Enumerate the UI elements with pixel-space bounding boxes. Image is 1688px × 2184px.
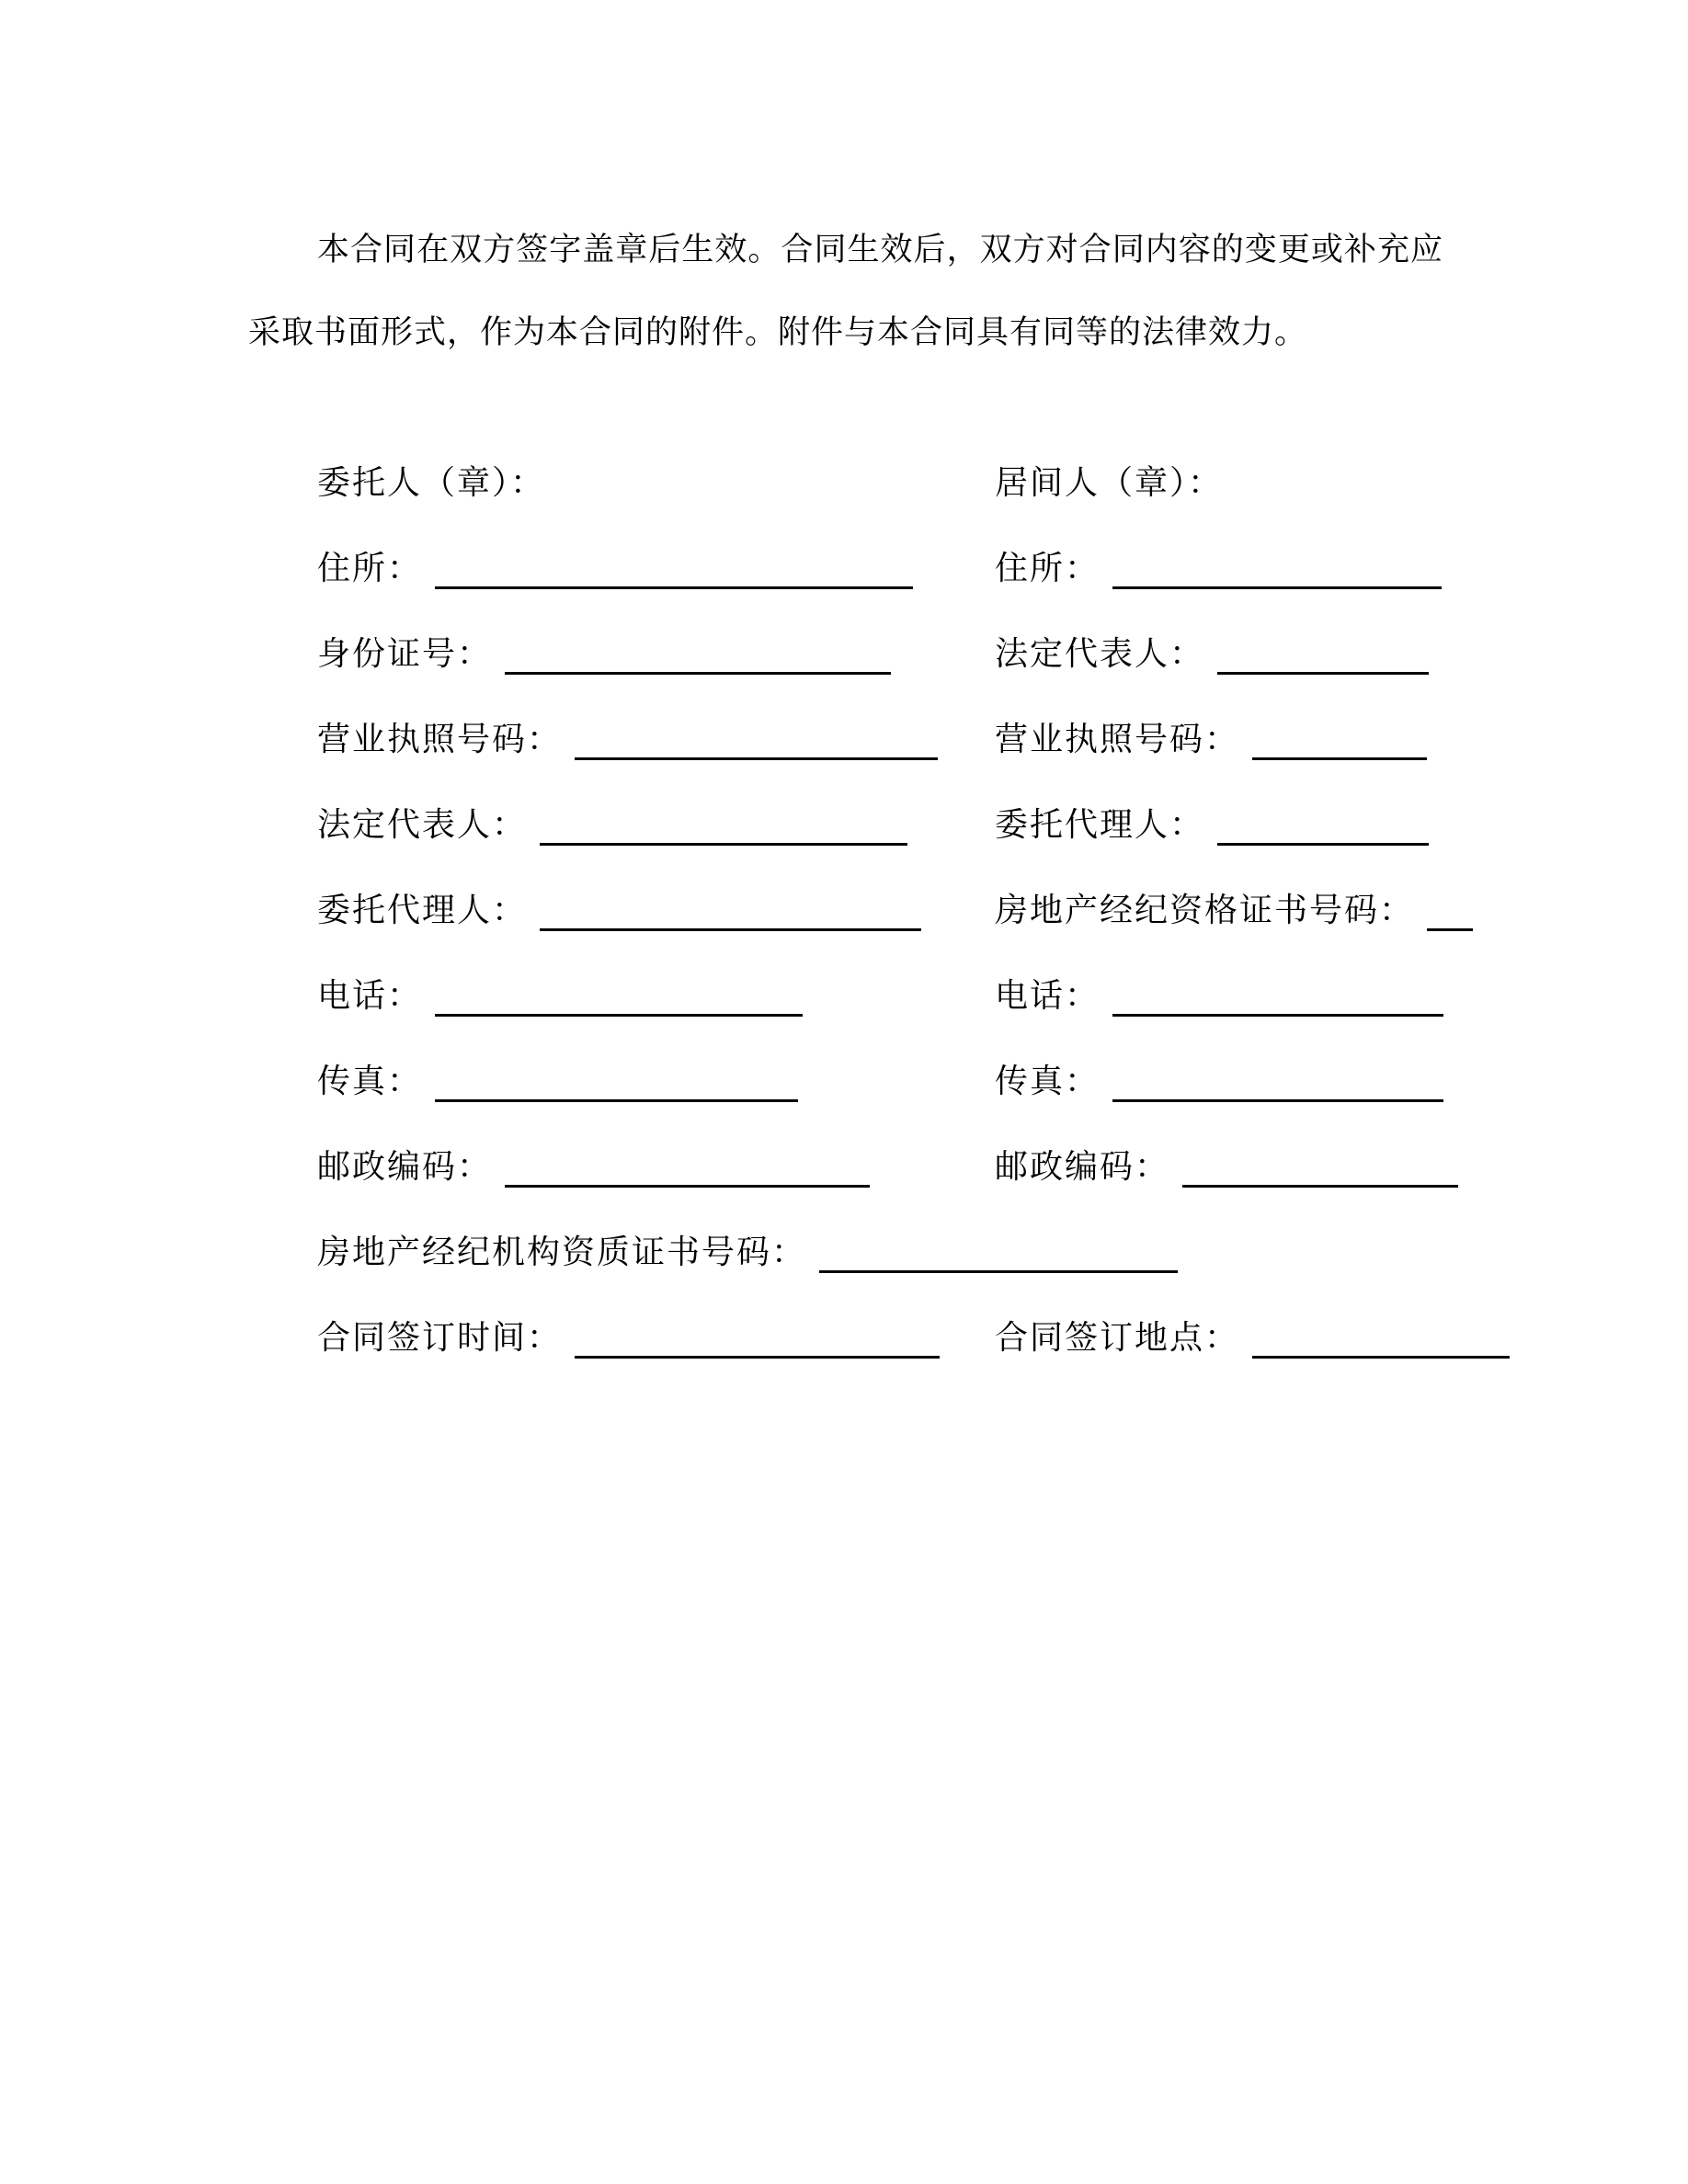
blank-broker-qualification-cert[interactable]: [1427, 888, 1473, 931]
fax-label-left: 传真：: [317, 1063, 423, 1099]
blank-legal-rep-right[interactable]: [1217, 631, 1429, 675]
principal-cell: [317, 1055, 995, 1102]
blank-address-right[interactable]: [1112, 546, 1442, 589]
agent-cell: [995, 457, 1457, 504]
fax-label-right: 传真：: [995, 1063, 1101, 1099]
principal-cell: [317, 628, 995, 675]
form-row-phone: [317, 931, 1457, 1017]
principal-cell: [317, 713, 995, 760]
signature-form: [317, 418, 1457, 1359]
blank-address-left[interactable]: [435, 546, 913, 589]
address-label-right: 住所：: [995, 550, 1101, 586]
form-row-agent-brokercert: [317, 846, 1457, 931]
principal-cell: [317, 542, 995, 589]
blank-phone-right[interactable]: [1112, 973, 1443, 1017]
blank-business-license-left[interactable]: [575, 717, 938, 760]
agent-cell: [995, 884, 1473, 931]
blank-signing-place[interactable]: [1252, 1315, 1510, 1359]
form-row-address: [317, 504, 1457, 589]
phone-label-right: 电话：: [995, 977, 1101, 1014]
blank-postal-code-right[interactable]: [1182, 1144, 1458, 1188]
agent-seal-label: 居间人（章）：: [995, 464, 1224, 501]
blank-id-number[interactable]: [505, 631, 891, 675]
agent-cell: [995, 628, 1457, 675]
blank-legal-rep-left[interactable]: [540, 802, 907, 846]
legal-rep-label-left: 法定代表人：: [317, 806, 528, 843]
agent-cell: [995, 799, 1457, 846]
postal-code-label-right: 邮政编码：: [995, 1148, 1170, 1185]
principal-cell: [317, 1141, 995, 1188]
agency-qualification-cert-label: 房地产经纪机构资质证书号码：: [317, 1234, 807, 1270]
agent-cell: [995, 713, 1457, 760]
postal-code-label-left: 邮政编码：: [317, 1148, 493, 1185]
authorized-agent-label-left: 委托代理人：: [317, 892, 528, 928]
signing-place-cell: [995, 1312, 1510, 1359]
agent-cell: [995, 1055, 1457, 1102]
agent-cell: [995, 542, 1457, 589]
contract-clause-paragraph: 本合同在双方签字盖章后生效。合同生效后，双方对合同内容的变更或补充应采取书面形式，作为本合同的附件。附件与本合同具有同等的法律效力。: [248, 232, 1443, 350]
form-row-signing: [317, 1273, 1457, 1359]
business-license-label-right: 营业执照号码：: [995, 721, 1240, 757]
signing-place-label: 合同签订地点：: [995, 1319, 1240, 1356]
form-row-legalrep-agent: [317, 760, 1457, 846]
form-row-postal-code: [317, 1102, 1457, 1188]
signing-date-label: 合同签订时间：: [317, 1319, 563, 1356]
blank-signing-date[interactable]: [575, 1315, 940, 1359]
agent-cell: [995, 970, 1457, 1017]
blank-business-license-right[interactable]: [1252, 717, 1427, 760]
blank-agency-qualification-cert[interactable]: [819, 1230, 1178, 1273]
address-label-left: 住所：: [317, 550, 423, 586]
legal-rep-label-right: 法定代表人：: [995, 635, 1205, 672]
principal-seal-label: 委托人（章）：: [317, 464, 546, 501]
principal-cell: [317, 799, 995, 846]
id-number-label: 身份证号：: [317, 635, 493, 672]
blank-authorized-agent-left[interactable]: [540, 888, 921, 931]
blank-phone-left[interactable]: [435, 973, 803, 1017]
form-row-seal: [317, 418, 1457, 504]
phone-label-left: 电话：: [317, 977, 423, 1014]
principal-cell: [317, 884, 995, 931]
broker-qualification-cert-label: 房地产经纪资格证书号码：: [995, 892, 1415, 928]
form-row-id-legalrep: [317, 589, 1457, 675]
authorized-agent-label-right: 委托代理人：: [995, 806, 1205, 843]
blank-fax-left[interactable]: [435, 1059, 798, 1102]
principal-cell: [317, 970, 995, 1017]
blank-fax-right[interactable]: [1112, 1059, 1443, 1102]
agent-cell: [995, 1141, 1458, 1188]
full-width-cell: [317, 1226, 1178, 1273]
principal-cell: [317, 457, 995, 504]
business-license-label-left: 营业执照号码：: [317, 721, 563, 757]
form-row-fax: [317, 1017, 1457, 1102]
blank-postal-code-left[interactable]: [505, 1144, 870, 1188]
signing-date-cell: [317, 1312, 995, 1359]
form-row-agency-qualification-cert: [317, 1188, 1457, 1273]
blank-authorized-agent-right[interactable]: [1217, 802, 1429, 846]
form-row-business-license: [317, 675, 1457, 760]
